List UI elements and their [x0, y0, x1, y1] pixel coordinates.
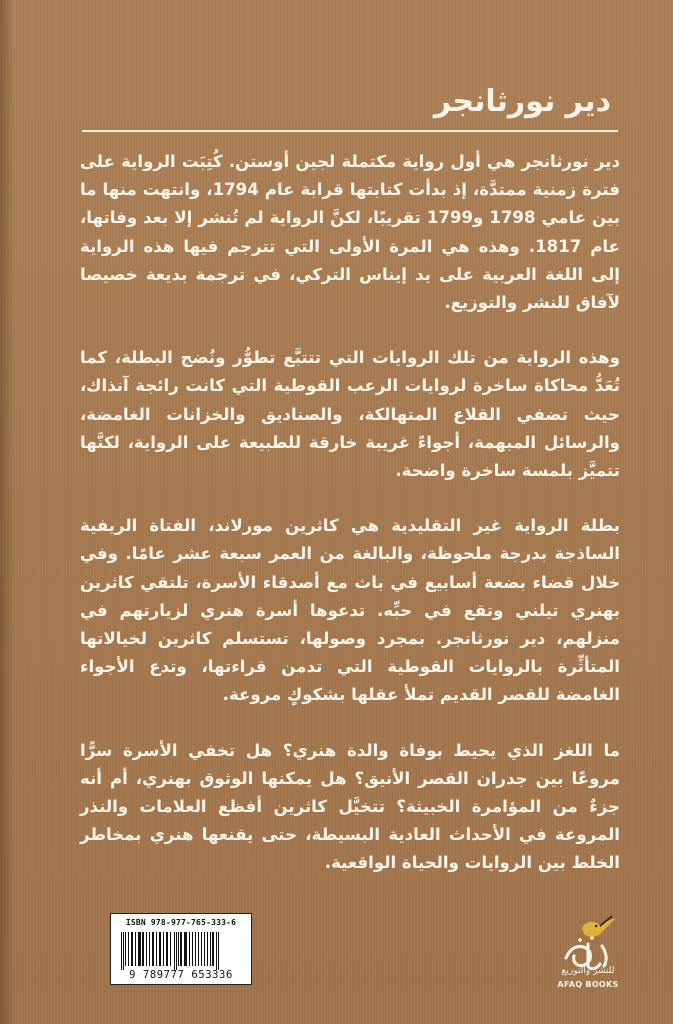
barcode-bar: [159, 932, 161, 966]
barcode-bar: [128, 932, 129, 966]
synopsis-paragraph-1: دير نورثانجر هي أول رواية مكتملة لجين أوستن. كُتِبَت الرواية على فترة زمنية ممتدَّة، إذ بدأت كتابتها قرابة عام 1794، وانتهت منها ما بين عامي 1798 و1799 تقريبًا، لكنَّ الرواية لم تُنشر إلا بعد وفاتها، عام 1817. وهذه هي المرة الأولى التي تترجم فيها هذه الرواية إلى اللغة العربية على يد إيناس التركي، في ترجمة بديعة خصيصا لآفاق للنشر والتوزيع.: [80, 152, 620, 313]
barcode-bar: [201, 932, 202, 966]
barcode-bar: [125, 932, 126, 966]
barcode-bar: [163, 932, 164, 966]
barcode-bars: [121, 932, 243, 970]
barcode-bar: [146, 932, 147, 966]
barcode-bar: [135, 932, 136, 966]
barcode-bar: [149, 932, 150, 966]
barcode-bar: [180, 932, 182, 966]
synopsis-paragraph-3: بطلة الرواية غير التقليدية هي كاثرين مورلاند، الفتاة الريفية الساذجة بدرجة ملحوظة، والبالغة من العمر سبعة عشر عامًا. وفي خلال قضاء بضعة أسابيع في باث مع أصدقاء الأسرة، تلتقي كاثرين بهنري تيلني وتقع في حبِّه. تدعوها أسرة هنري لزيارتهم في منزلهم، دير نورثانجر. بمجرد وصولها، تستسلم كاثرين لخيالاتها المتأثِّرة بالروايات القوطية التي تدمن قراءتها، وتدع الأجواء الغامضة للقصر القديم تملأ عقلها بشكوكٍ مروعة.: [80, 516, 620, 705]
barcode-bar: [166, 932, 168, 966]
barcode-bar: [156, 932, 157, 966]
barcode-bar: [174, 932, 175, 970]
barcode-bar: [216, 932, 217, 970]
synopsis-paragraph-2: وهذه الرواية من تلك الروايات التي تتتبَّع تطوُّر ونُضج البطلة، كما تُعَدُّ محاكاة ساخرة لروايات الرعب القوطية التي كانت رائجة آنذاك، حيث تضفي القلاع المتهالكة، والصناديق والخزانات الغامضة، والرسائل المبهمة، أجواءً غريبة خارقة للطبيعة على الرواية، لكنَّها تتميَّز بلمسة ساخرة واضحة.: [80, 348, 620, 481]
isbn-label: ISBN 978-977-765-333-6: [125, 918, 237, 927]
barcode-bar: [138, 932, 141, 966]
barcode-bar: [123, 932, 124, 970]
publisher-name-latin: AFAQ BOOKS: [557, 980, 619, 989]
barcode-bar: [142, 932, 144, 966]
barcode-bar: [195, 932, 196, 966]
barcode-bar: [210, 932, 211, 966]
barcode-bar: [207, 932, 208, 966]
barcode-bar: [192, 932, 193, 966]
book-title: دير نورثانجر: [433, 84, 611, 119]
synopsis: [80, 148, 620, 905]
barcode-digits: 9 789777 653336: [129, 969, 233, 981]
barcode-bar: [178, 932, 179, 966]
barcode-bar: [212, 932, 214, 966]
barcode-bar: [218, 932, 219, 970]
barcode-bar: [198, 932, 199, 966]
title-divider: [82, 130, 618, 132]
isbn-barcode: [110, 913, 252, 985]
barcode-bar: [121, 932, 122, 970]
barcode-bar: [170, 932, 171, 966]
barcode-bar: [176, 932, 177, 970]
barcode-bar: [131, 932, 133, 966]
barcode-bar: [189, 932, 190, 966]
barcode-bar: [204, 932, 205, 966]
publisher-tagline: للنشر والتوزيع: [561, 966, 615, 976]
spine-shadow: [0, 0, 14, 1024]
barcode-bar: [152, 932, 154, 966]
barcode-bar: [184, 932, 187, 966]
synopsis-paragraph-4: ما اللغز الذي يحيط بوفاة والدة هنري؟ هل تخفي الأسرة سرًّا مروعًا بين جدران القصر الأنيق؟ هل يمكنها الوثوق بهنري، أم أنه جزءٌ من المؤامرة الخبيثة؟ تتخيَّل كاثرين أفظع العلامات والنذر المروعة في الأحداث العادية البسيطة، حتى يقنعها هنري بمخاطر الخلط بين الروايات والحياة الواقعية.: [80, 740, 620, 873]
